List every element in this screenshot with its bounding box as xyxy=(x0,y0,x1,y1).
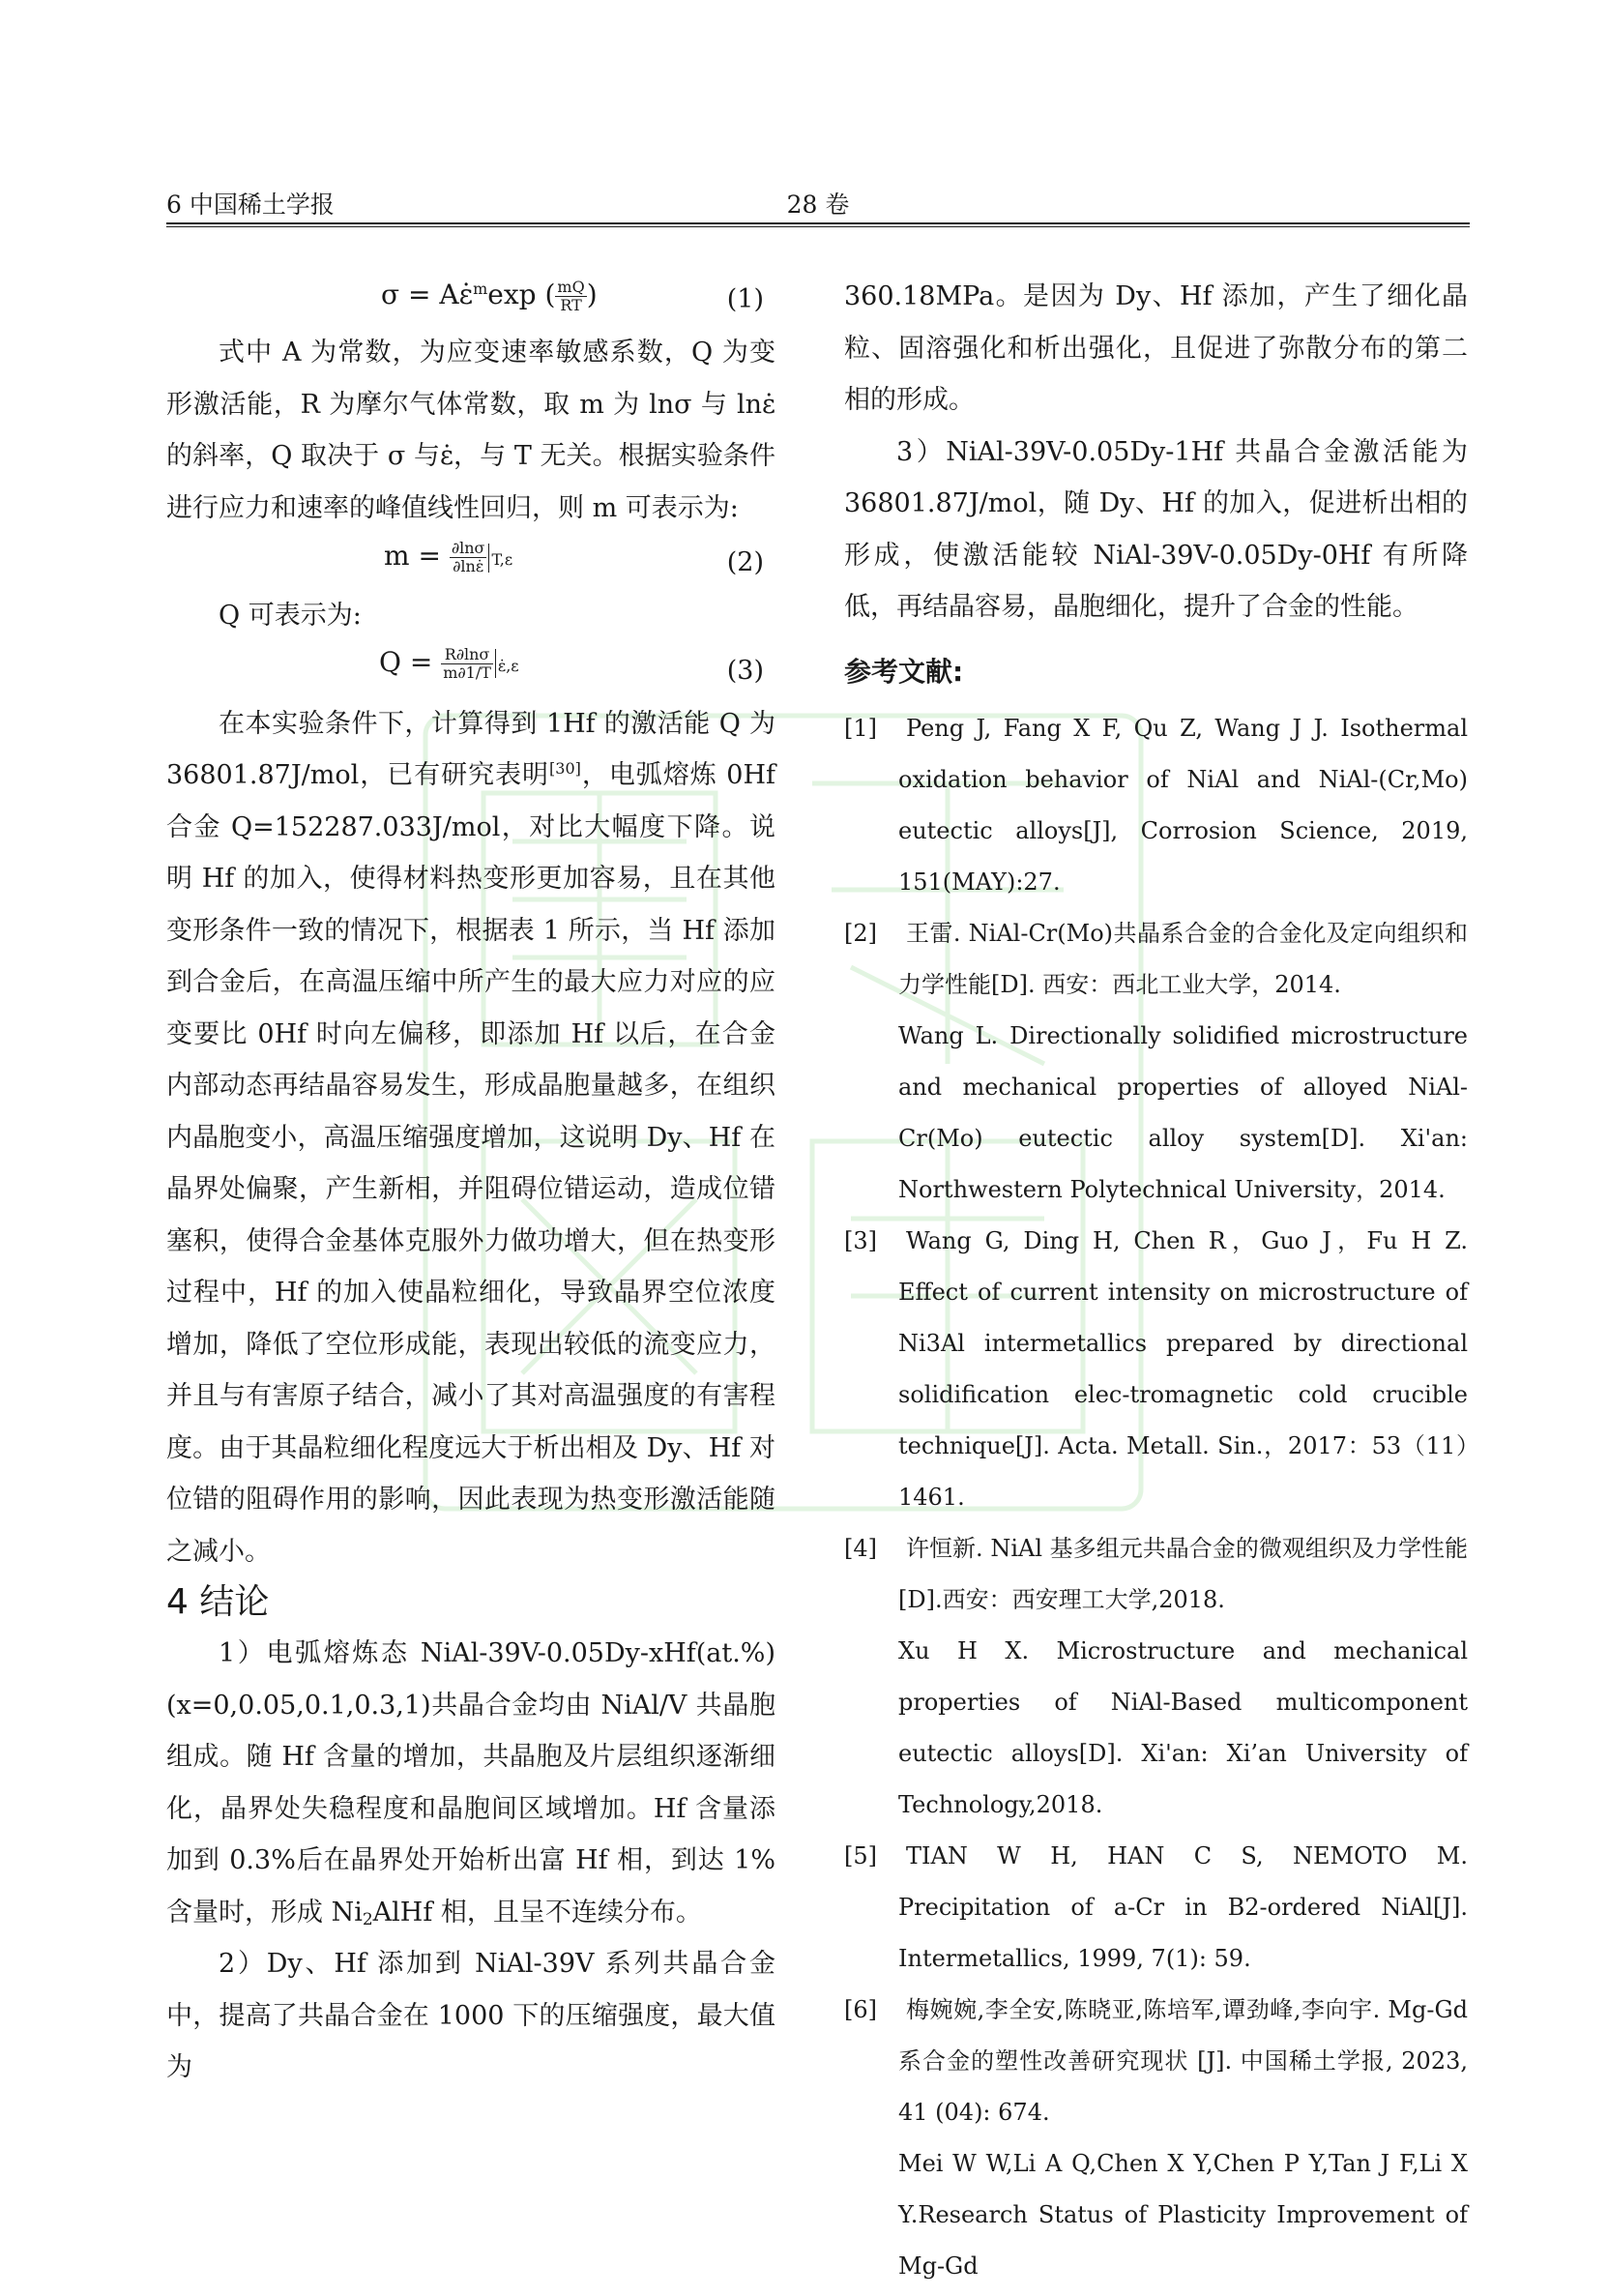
conclusion-3: 3）NiAl-39V-0.05Dy-1Hf 共晶合金激活能为 36801.87J/mol，随 Dy、Hf 的加入，促进析出相的形成，使激活能较 NiAl-39V-0.05Dy-0Hf 有所降低，再结晶容易，晶胞细化，提升了合金的性能。 xyxy=(844,436,1468,622)
reference-item xyxy=(844,1831,1468,1985)
reference-text: Peng J, Fang X F, Qu Z, Wang J J. Isothermal oxidation behavior of NiAl and NiAl-(Cr,Mo) eutectic alloys[J], Corrosion Science, 2019, 151(MAY):27. xyxy=(898,714,1468,896)
eq2-denominator: ∂lnε̇ xyxy=(453,557,484,575)
reference-text-english: Xu H X. Microstructure and mechanical properties of NiAl-Based multicomponent eutectic alloys[D]. Xi'an: Xi’an University of Technology,2018. xyxy=(898,1636,1468,1818)
conclusion-2-continued: 360.18MPa。是因为 Dy、Hf 添加，产生了细化晶粒、固溶强化和析出强化，且促进了弥散分布的第二相的形成。 xyxy=(844,281,1468,415)
reference-text-english: Mei W W,Li A Q,Chen X Y,Chen P Y,Tan J F,Li X Y.Research Status of Plasticity Improvement of Mg-Gd xyxy=(898,2149,1468,2280)
right-column xyxy=(844,271,1468,2292)
paragraph-activation-energy-b: ，电弧熔炼 0Hf 合金 Q=152287.033J/mol，对比大幅度下降。说明 Hf 的加入，使得材料热变形更加容易，且在其他变形条件一致的情况下，根据表 1 所示，当 Hf 添加到合金后，在高温压缩中所产生的最大应力对应的应变要比 0Hf 时向左偏移，即添加 Hf 以后，在合金内部动态再结晶容易发生，形成晶胞量越多，在组织内晶胞变小，高温压缩强度增加，这说明 Dy、Hf 在晶界处偏聚，产生新相，并阻碍位错运动，造成位错塞积，使得合金基体克服外力做功增大，但在热变形过程中，Hf 的加入使晶粒细化，导致晶界空位浓度增加，降低了空位形成能，表现出较低的流变应力，并且与有害原子结合，减小了其对高温强度的有害程度。由于其晶粒细化程度远大于析出相及 Dy、Hf 对位错的阻碍作用的影响，因此表现为热变形激活能随之减小。 xyxy=(166,760,775,1567)
left-column xyxy=(166,271,775,2094)
eq3-lhs: Q = xyxy=(379,645,433,678)
conclusion-1-text: 1）电弧熔炼态 NiAl-39V-0.05Dy-xHf(at.%)(x=0,0.05,0.1,0.3,1)共晶合金均由 NiAl/V 共晶胞组成。随 Hf 含量的增加，共晶胞及片层组织逐渐细化，晶界处失稳程度和晶胞间区域增加。Hf 含量添加到 0.3%后在晶界处开始析出富 Hf 相，到达 1%含量时，形成 Ni xyxy=(166,1638,775,1928)
journal-name: 6 中国稀土学报 xyxy=(166,191,335,219)
eq2-lhs: m = xyxy=(384,540,441,572)
reference-text: TIAN W H, HAN C S, NEMOTO M. Precipitation of a-Cr in B2-ordered NiAl[J]. Intermetallics, 1999, 7(1): 59. xyxy=(898,1841,1468,1972)
reference-number: [6] xyxy=(844,1995,877,2023)
eq1-fraction xyxy=(555,279,586,314)
running-header xyxy=(166,186,1470,222)
citation-30: [30] xyxy=(549,759,581,778)
eq1-close: ) xyxy=(586,279,598,310)
equation-2 xyxy=(166,534,775,590)
reference-item xyxy=(844,1985,1468,2292)
reference-number: [2] xyxy=(844,919,877,947)
eq2-fraction xyxy=(450,540,487,575)
equation-3-number: (3) xyxy=(726,655,764,686)
equation-1-number: (1) xyxy=(726,284,764,314)
eq1-exp: exp ( xyxy=(487,279,556,310)
eq1-strain-rate: ε̇ xyxy=(458,279,474,310)
eq3-evaluation-bar xyxy=(495,649,496,678)
eq1-numerator: mQ xyxy=(557,278,585,296)
reference-text: Wang G, Ding H, Chen R，Guo J，Fu H Z. Effect of current intensity on microstructure of Ni3Al intermetallics prepared by directional solidification elec-tromagnetic cold crucible technique[J]. Acta. Metall. Sin.，2017：53（11）1461. xyxy=(898,1226,1468,1511)
eq3-fraction xyxy=(441,646,493,682)
reference-text: 梅婉婉,李全安,陈晓亚,陈培军,谭劲峰,李向宇. Mg-Gd系合金的塑性改善研究现状 [J]. 中国稀土学报, 2023, 41 (04): 674. xyxy=(898,1995,1468,2126)
reference-number: [3] xyxy=(844,1226,877,1254)
reference-item xyxy=(844,908,1468,1216)
eq2-subscript: T,ε xyxy=(491,550,513,569)
reference-number: [1] xyxy=(844,714,877,742)
equation-3 xyxy=(166,642,775,698)
reference-text: 王雷. NiAl-Cr(Mo)共晶系合金的合金化及定向组织和力学性能[D]. 西安：西北工业大学，2014. xyxy=(898,919,1468,998)
reference-item xyxy=(844,703,1468,908)
reference-number: [4] xyxy=(844,1534,877,1562)
eq1-denominator: RT xyxy=(560,296,582,314)
eq2-evaluation-bar xyxy=(488,544,489,573)
reference-item xyxy=(844,1216,1468,1523)
conclusion-1 xyxy=(166,1628,775,1938)
section-heading-conclusion: 4 结论 xyxy=(166,1582,270,1622)
references-heading: 参考文献: xyxy=(844,655,964,688)
conclusion-1-subscript: 2 xyxy=(362,1909,373,1929)
reference-item xyxy=(844,1523,1468,1831)
eq3-subscript: ε̇,ε xyxy=(497,656,519,675)
equation-2-number: (2) xyxy=(726,547,764,577)
reference-number: [5] xyxy=(844,1841,877,1869)
equation-2-expression xyxy=(384,540,512,575)
eq3-numerator: R∂lnσ xyxy=(441,646,493,664)
equation-1 xyxy=(166,271,775,327)
paragraph-symbols: 式中 A 为常数，为应变速率敏感系数，Q 为变形激活能，R 为摩尔气体常数，取 m 为 lnσ 与 lnε̇的斜率，Q 取决于 σ 与ε̇，与 T 无关。根据实验条件进行应力和速率的峰值线性回归，则 m 可表示为: xyxy=(166,338,775,523)
equation-1-expression xyxy=(381,279,598,314)
q-label: Q 可表示为: xyxy=(219,601,362,631)
eq1-lhs: σ = A xyxy=(381,279,459,310)
conclusion-1-tail: AlHf 相，且呈不连续分布。 xyxy=(372,1897,702,1928)
paragraph-activation-energy-a: 在本实验条件下，计算得到 1Hf 的激活能 Q 为 36801.87J/mol，已有研究表明 xyxy=(166,708,775,790)
header-rule-thin xyxy=(166,226,1470,227)
reference-text: 许恒新. NiAl 基多组元共晶合金的微观组织及力学性能[D].西安：西安理工大学,2018. xyxy=(898,1534,1468,1613)
eq1-exponent: m xyxy=(473,280,488,298)
volume-label: 28 卷 xyxy=(786,191,850,219)
paragraph-activation-energy xyxy=(166,698,775,1578)
eq2-numerator: ∂lnσ xyxy=(451,539,485,557)
reference-text-english: Wang L. Directionally solidified microstructure and mechanical properties of alloyed NiAl-Cr(Mo) eutectic alloy system[D]. Xi'an: Northwestern Polytechnical University，2014. xyxy=(898,1021,1468,1203)
conclusion-2: 2）Dy、Hf 添加到 NiAl-39V 系列共晶合金中，提高了共晶合金在 1000 下的压缩强度，最大值为 xyxy=(166,1949,775,2082)
header-rule xyxy=(166,222,1470,224)
equation-3-expression xyxy=(379,646,519,682)
eq3-denominator: m∂1/T xyxy=(443,662,491,682)
